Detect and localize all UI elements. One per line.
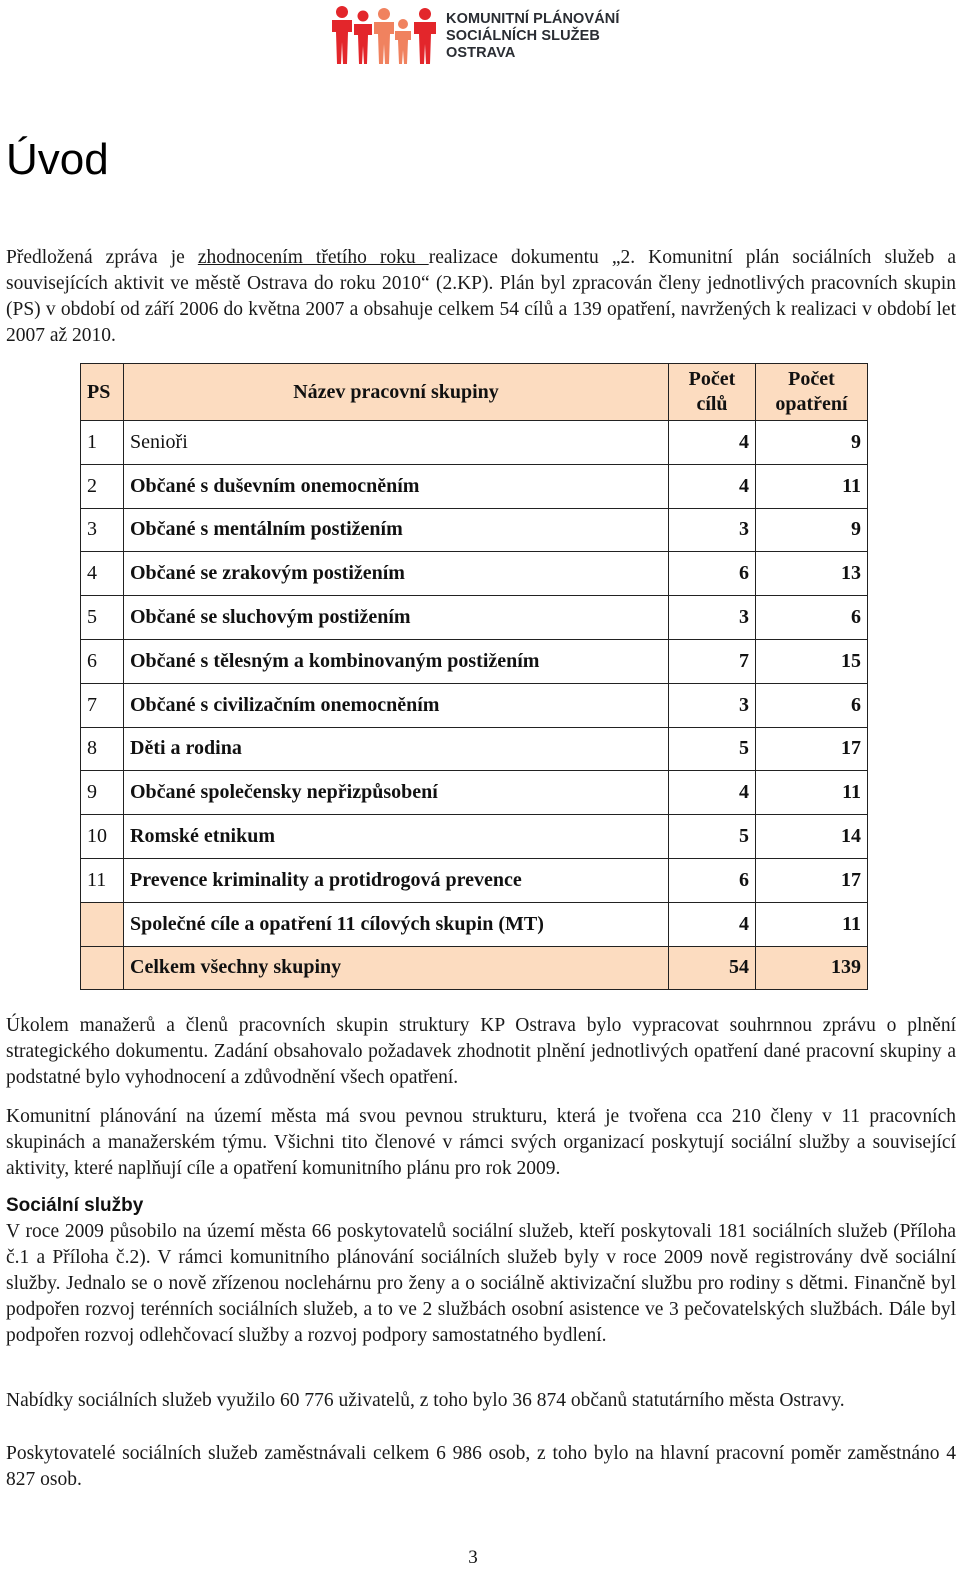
intro-underlined-text: zhodnocením třetího roku [197,247,429,268]
header-cile-line: cílů [696,393,728,415]
table-row [81,683,868,727]
table-row [81,858,868,902]
page-number: 3 [468,1547,478,1568]
intro-text: realizace dokumentu „2. Komunitní plán sociálních služeb a souvisejících aktivit ve městě Ostrava do roku 2010“ (2.KP). Plán byl zpracován členy jednotlivých pracovních skupin (PS) v období od září 2006 do května 2007 a obsahuje celkem 54 cílů a 139 opatření, navržených k realizaci v období let 2007 až 2010. [6,247,956,346]
cell-opatreni: 13 [756,552,868,596]
cell-cile: 4 [669,771,756,815]
cell-cile: 4 [669,421,756,465]
cell-opatreni: 9 [756,508,868,552]
section-title: Sociální služby [6,1195,144,1216]
cell-name: Občané se zrakovým postižením [124,552,669,596]
logo [330,2,630,66]
paragraph: Úkolem manažerů a členů pracovních skupin struktury KP Ostrava bylo vypracovat souhrnnou zprávu o plnění strategického dokumentu. Zadání obsahovalo požadavek zhodnotit plnění jednotlivých opatření dané pracovní skupiny a podstatné bylo vyhodnocení a zdůvodnění všech opatření. [6,1015,956,1088]
cell-ps: 3 [81,508,124,552]
cell-ps: 6 [81,639,124,683]
cell-name: Občané společensky nepřizpůsobení [124,771,669,815]
cell-cile: 6 [669,552,756,596]
cell-opatreni: 17 [756,727,868,771]
cell-ps: 4 [81,552,124,596]
header-ps: PS [81,364,124,421]
cell-cile: 7 [669,639,756,683]
cell-cile: 3 [669,508,756,552]
logo-line: SOCIÁLNÍCH SLUŽEB [446,28,600,44]
cell-name: Občané s duševním onemocněním [124,464,669,508]
table-row [81,596,868,640]
cell-name: Občané s civilizačním onemocněním [124,683,669,727]
cell-opatreni: 6 [756,596,868,640]
header-cile [669,364,756,421]
cell-cile: 5 [669,727,756,771]
cell-cile: 54 [669,946,756,990]
cell-name: Občané s tělesným a kombinovaným postižením [124,639,669,683]
logo-text [446,11,619,62]
cell-ps-empty [81,946,124,990]
table-row [81,421,868,465]
cell-name: Občané s mentálním postižením [124,508,669,552]
table-row [81,771,868,815]
cell-ps: 10 [81,815,124,859]
cell-cile: 6 [669,858,756,902]
cell-name: Občané se sluchovým postižením [124,596,669,640]
cell-opatreni: 15 [756,639,868,683]
cell-ps: 1 [81,421,124,465]
intro-text: Předložená zpráva je [6,247,198,268]
paragraph: Komunitní plánování na území města má svou pevnou strukturu, která je tvořena cca 210 členy v 11 pracovních skupinách a manažerském týmu. Všichni tito členové v rámci svých organizací poskytují sociální služby a související aktivity, které naplňují cíle a opatření komunitního plánu pro rok 2009. [6,1106,956,1179]
cell-cile: 5 [669,815,756,859]
cell-ps: 11 [81,858,124,902]
header-opatreni [756,364,868,421]
cell-name: Romské etnikum [124,815,669,859]
cell-name: Senioři [124,421,669,465]
working-groups-table [80,363,868,990]
table-row [81,815,868,859]
header-name: Název pracovní skupiny [124,364,669,421]
cell-ps: 2 [81,464,124,508]
table-row [81,727,868,771]
table-row [81,639,868,683]
logo-line: OSTRAVA [446,45,516,61]
cell-name: Prevence kriminality a protidrogová prevence [124,858,669,902]
cell-opatreni: 17 [756,858,868,902]
table-row-total [81,946,868,990]
cell-name: Děti a rodina [124,727,669,771]
cell-name: Celkem všechny skupiny [124,946,669,990]
cell-opatreni: 11 [756,771,868,815]
cell-ps: 9 [81,771,124,815]
intro-paragraph [6,245,956,349]
table-row [81,552,868,596]
paragraph: Poskytovatelé sociálních služeb zaměstnávali celkem 6 986 osob, z toho bylo na hlavní pracovní poměr zaměstnáno 4 827 osob. [6,1443,956,1490]
cell-opatreni: 11 [756,464,868,508]
cell-opatreni: 139 [756,946,868,990]
cell-opatreni: 11 [756,902,868,946]
cell-cile: 3 [669,596,756,640]
header-opatreni-line: Počet [788,368,835,390]
table-row-mt [81,902,868,946]
table-row [81,508,868,552]
cell-opatreni: 6 [756,683,868,727]
people-logo-icon [330,2,442,66]
table-header-row [81,364,868,421]
cell-cile: 4 [669,464,756,508]
page-title: Úvod [6,135,109,184]
cell-ps: 5 [81,596,124,640]
logo-line: KOMUNITNÍ PLÁNOVÁNÍ [446,11,620,27]
paragraph: Nabídky sociálních služeb využilo 60 776 uživatelů, z toho bylo 36 874 občanů statutárního města Ostravy. [6,1390,845,1411]
table-row [81,464,868,508]
header-opatreni-line: opatření [775,393,848,415]
cell-opatreni: 14 [756,815,868,859]
cell-ps: 7 [81,683,124,727]
paragraph: V roce 2009 působilo na území města 66 poskytovatelů sociální služeb, kteří poskytovali 181 sociálních služeb (Příloha č.1 a Příloha č.2). V rámci komunitního plánování sociálních služeb byly v roce 2009 nově registrovány dvě sociální služby. Jednalo se o nově zřízenou noclehárnu pro ženy a o sociálně aktivizační službu pro rodiny s dětmi. Finančně byl podpořen rozvoj terénních sociálních služeb, a to ve 2 službách osobní asistence ve 3 pečovatelských službách. Dále byl podpořen rozvoj odlehčovací služby a rozvoj podpory samostatného bydlení. [6,1221,956,1346]
cell-name: Společné cíle a opatření 11 cílových skupin (MT) [124,902,669,946]
cell-opatreni: 9 [756,421,868,465]
cell-ps: 8 [81,727,124,771]
cell-ps-empty [81,902,124,946]
header-cile-line: Počet [688,368,736,390]
cell-cile: 4 [669,902,756,946]
cell-cile: 3 [669,683,756,727]
